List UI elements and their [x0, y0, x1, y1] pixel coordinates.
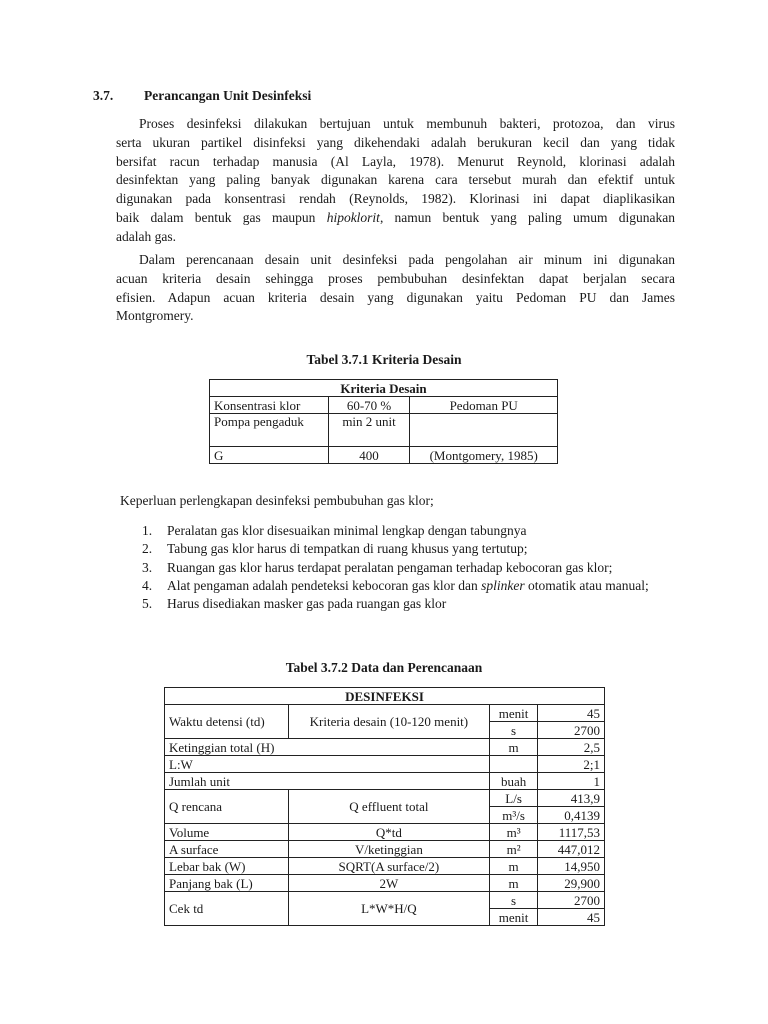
section-number: 3.7.	[93, 88, 114, 103]
table-cell: Q*td	[288, 824, 489, 841]
italic-term: splinker	[481, 577, 525, 593]
value-cell: 1117,53	[538, 824, 605, 841]
table-cell: L:W	[165, 756, 490, 773]
table-row	[165, 824, 605, 841]
table-cell: 400	[328, 447, 410, 464]
table-cell: Jumlah unit	[165, 773, 490, 790]
paragraph-text: baik dalam bentuk gas maupun	[116, 209, 327, 225]
table-row	[210, 414, 558, 447]
unit-cell: menit	[490, 909, 538, 926]
paragraph-line: adalah gas.	[116, 228, 176, 244]
table-cell: Konsentrasi klor	[210, 397, 329, 414]
list-number: 5.	[142, 596, 153, 612]
table-cell: Pompa pengaduk	[210, 414, 329, 447]
table-cell: Q effluent total	[288, 790, 489, 824]
unit-cell: s	[490, 722, 538, 739]
table-row	[165, 841, 605, 858]
paragraph-2	[116, 251, 675, 326]
table-row	[165, 773, 605, 790]
list-number: 4.	[142, 577, 153, 593]
list-text: Peralatan gas klor disesuaikan minimal lengkap dengan tabungnya	[167, 523, 527, 538]
table-row	[210, 447, 558, 464]
unit-cell: m²	[490, 841, 538, 858]
table-cell: A surface	[165, 841, 289, 858]
unit-cell: m³	[490, 824, 538, 841]
list-text: otomatik atau manual;	[524, 577, 649, 593]
paragraph-line: bersifat racun terhadap manusia (Al Layla, 1978). Menurut Reynold, klorinasi adalah	[116, 153, 675, 169]
table-header: DESINFEKSI	[165, 688, 605, 705]
table-row	[165, 790, 605, 807]
unit-cell: m	[490, 875, 538, 892]
table-row	[165, 875, 605, 892]
table-cell: V/ketinggian	[288, 841, 489, 858]
value-cell: 1	[538, 773, 605, 790]
paragraph-text: , namun bentuk yang paling umum digunakan	[379, 209, 675, 225]
unit-cell: m³/s	[490, 807, 538, 824]
table-cell: Cek td	[165, 892, 289, 926]
list-number: 1.	[142, 523, 153, 538]
table-cell: Waktu detensi (td)	[165, 705, 289, 739]
value-cell: 2,5	[538, 739, 605, 756]
table-cell: Kriteria desain (10-120 menit)	[288, 705, 489, 739]
requirements-intro: Keperluan perlengkapan desinfeksi pembubuhan gas klor;	[120, 493, 434, 508]
table-row	[165, 705, 605, 722]
table-cell: 60-70 %	[328, 397, 410, 414]
list-number: 3.	[142, 559, 153, 575]
table2-caption: Tabel 3.7.2 Data dan Perencanaan	[285, 660, 483, 675]
table-cell: 2W	[288, 875, 489, 892]
list-item	[120, 559, 675, 577]
paragraph-line	[116, 209, 675, 228]
table-cell	[410, 414, 558, 447]
value-cell: 447,012	[538, 841, 605, 858]
value-cell: 45	[538, 909, 605, 926]
table-cell: L*W*H/Q	[288, 892, 489, 926]
value-cell: 2700	[538, 892, 605, 909]
paragraph-1	[116, 115, 675, 247]
value-cell: 0,4139	[538, 807, 605, 824]
section-heading	[93, 88, 311, 104]
paragraph-line: Dalam perencanaan desain unit desinfeksi pada pengolahan air minum ini digunakan	[139, 252, 675, 267]
list-item	[120, 595, 675, 613]
table-row	[165, 892, 605, 909]
value-cell: 2;1	[538, 756, 605, 773]
table-cell: G	[210, 447, 329, 464]
table-header: Kriteria Desain	[210, 380, 558, 397]
list-number: 2.	[142, 541, 153, 557]
unit-cell: buah	[490, 773, 538, 790]
table-cell: min 2 unit	[328, 414, 410, 447]
unit-cell: s	[490, 892, 538, 909]
paragraph-line: digunakan pada konsentrasi rendah (Reynolds, 1982). Klorinasi ini dapat diaplikasikan	[116, 191, 675, 207]
unit-cell: m	[490, 739, 538, 756]
table-cell: Panjang bak (L)	[165, 875, 289, 892]
paragraph-line: efisien. Adapun acuan kriteria desain yang digunakan yaitu Pedoman PU dan James	[116, 289, 675, 305]
italic-term: hipoklorit	[326, 209, 380, 225]
table-cell: Lebar bak (W)	[165, 858, 289, 875]
unit-cell: L/s	[490, 790, 538, 807]
list-text: Tabung gas klor harus di tempatkan di ruang khusus yang tertutup;	[167, 541, 528, 557]
design-table	[164, 687, 605, 926]
value-cell: 14,950	[538, 858, 605, 875]
table-row	[165, 739, 605, 756]
table-row	[165, 858, 605, 875]
table-cell: Volume	[165, 824, 289, 841]
table-cell: (Montgomery, 1985)	[410, 447, 558, 464]
requirements-list	[120, 522, 675, 613]
value-cell: 29,900	[538, 875, 605, 892]
paragraph-line: desinfektan yang paling banyak digunakan karena cara tersebut murah dan efektif untuk	[116, 172, 675, 188]
unit-cell	[490, 756, 538, 773]
value-cell: 2700	[538, 722, 605, 739]
paragraph-line: Proses desinfeksi dilakukan bertujuan untuk membunuh bakteri, protozoa, dan virus	[139, 116, 675, 131]
table-cell: SQRT(A surface/2)	[288, 858, 489, 875]
list-text: Ruangan gas klor harus terdapat peralatan pengaman terhadap kebocoran gas klor;	[167, 559, 613, 575]
paragraph-line: Montgromery.	[116, 308, 194, 324]
table-cell: Pedoman PU	[410, 397, 558, 414]
list-item	[120, 540, 675, 558]
list-item	[120, 577, 675, 595]
unit-cell: m	[490, 858, 538, 875]
table-row	[165, 756, 605, 773]
table-cell: Ketinggian total (H)	[165, 739, 490, 756]
value-cell: 45	[538, 705, 605, 722]
value-cell: 413,9	[538, 790, 605, 807]
paragraph-line: serta ukuran partikel disinfeksi yang dikehendaki adalah berukuran kecil dan yang tidak	[116, 134, 675, 150]
criteria-table	[209, 379, 558, 464]
paragraph-line: acuan kriteria desain sehingga proses pembubuhan desinfektan dapat berjalan secara	[116, 270, 675, 286]
unit-cell: menit	[490, 705, 538, 722]
list-item	[120, 522, 675, 540]
list-text: Alat pengaman adalah pendeteksi kebocoran gas klor dan	[167, 577, 482, 593]
table-row	[210, 397, 558, 414]
list-text: Harus disediakan masker gas pada ruangan gas klor	[167, 596, 447, 612]
table-cell: Q rencana	[165, 790, 289, 824]
section-title: Perancangan Unit Desinfeksi	[144, 88, 312, 103]
table1-caption: Tabel 3.7.1 Kriteria Desain	[306, 352, 462, 367]
